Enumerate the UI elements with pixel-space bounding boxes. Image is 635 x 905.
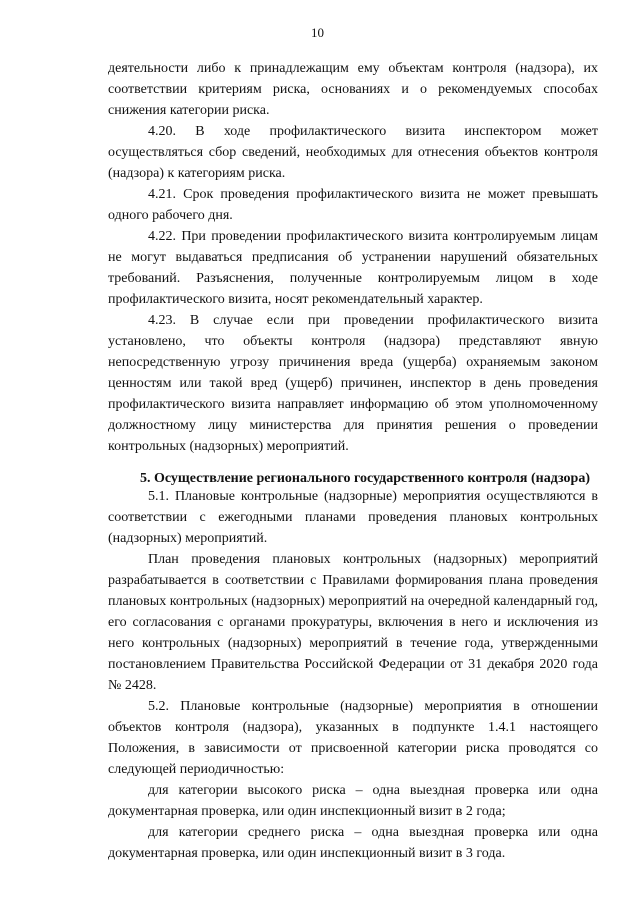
paragraph-4-22: 4.22. При проведении профилактического визита контролируемым лицам не могут выдаваться предписания об устранении нарушений обязательных требований. Разъяснения, полученные контролируемым лицом в ходе профилактического визита, носят рекомендательный характер. (108, 229, 598, 307)
document-body (108, 58, 598, 864)
paragraph-high-risk: для категории высокого риска – одна выездная проверка или одна документарная проверка, или один инспекционный визит в 2 года; (108, 783, 598, 819)
paragraph-plan: План проведения плановых контрольных (надзорных) мероприятий разрабатывается в соответствии с Правилами формирования плана проведения плановых контрольных (надзорных) мероприятий на очередной календарный год, его согласования с органами прокуратуры, включения в него и исключения из него контрольных (надзорных) мероприятий в течение года, утвержденными постановлением Правительства Российской Федерации от 31 декабря 2020 года № 2428. (108, 552, 598, 693)
section-heading: 5. Осуществление регионального государственного контроля (надзора) (140, 471, 590, 486)
paragraph-5-1: 5.1. Плановые контрольные (надзорные) мероприятия осуществляются в соответствии с ежегодными планами проведения плановых контрольных (надзорных) мероприятий. (108, 489, 598, 546)
page-number: 10 (311, 25, 324, 40)
paragraph-medium-risk: для категории среднего риска – одна выездная проверка или одна документарная проверка, или один инспекционный визит в 3 года. (108, 825, 598, 861)
paragraph-4-20: 4.20. В ходе профилактического визита инспектором может осуществляться сбор сведений, необходимых для отнесения объектов контроля (надзора) к категориям риска. (108, 124, 598, 181)
paragraph-4-21: 4.21. Срок проведения профилактического визита не может превышать одного рабочего дня. (108, 187, 598, 223)
paragraph-4-23: 4.23. В случае если при проведении профилактического визита установлено, что объекты контроля (надзора) представляют явную непосредственную угрозу причинения вреда (ущерба) охраняемым законом ценностям или такой вред (ущерб) причинен, инспектор в день проведения профилактического визита направляет информацию об этом уполномоченному должностному лицу министерства для принятия решения о проведении контрольных (надзорных) мероприятий. (108, 313, 598, 454)
paragraph-5-2: 5.2. Плановые контрольные (надзорные) мероприятия в отношении объектов контроля (надзора), указанных в подпункте 1.4.1 настоящего Положения, в зависимости от присвоенной категории риска проводятся со следующей периодичностью: (108, 699, 598, 777)
paragraph-continuation: деятельности либо к принадлежащим ему объектам контроля (надзора), их соответствии критериям риска, основаниях и о рекомендуемых способах снижения категории риска. (108, 61, 598, 118)
